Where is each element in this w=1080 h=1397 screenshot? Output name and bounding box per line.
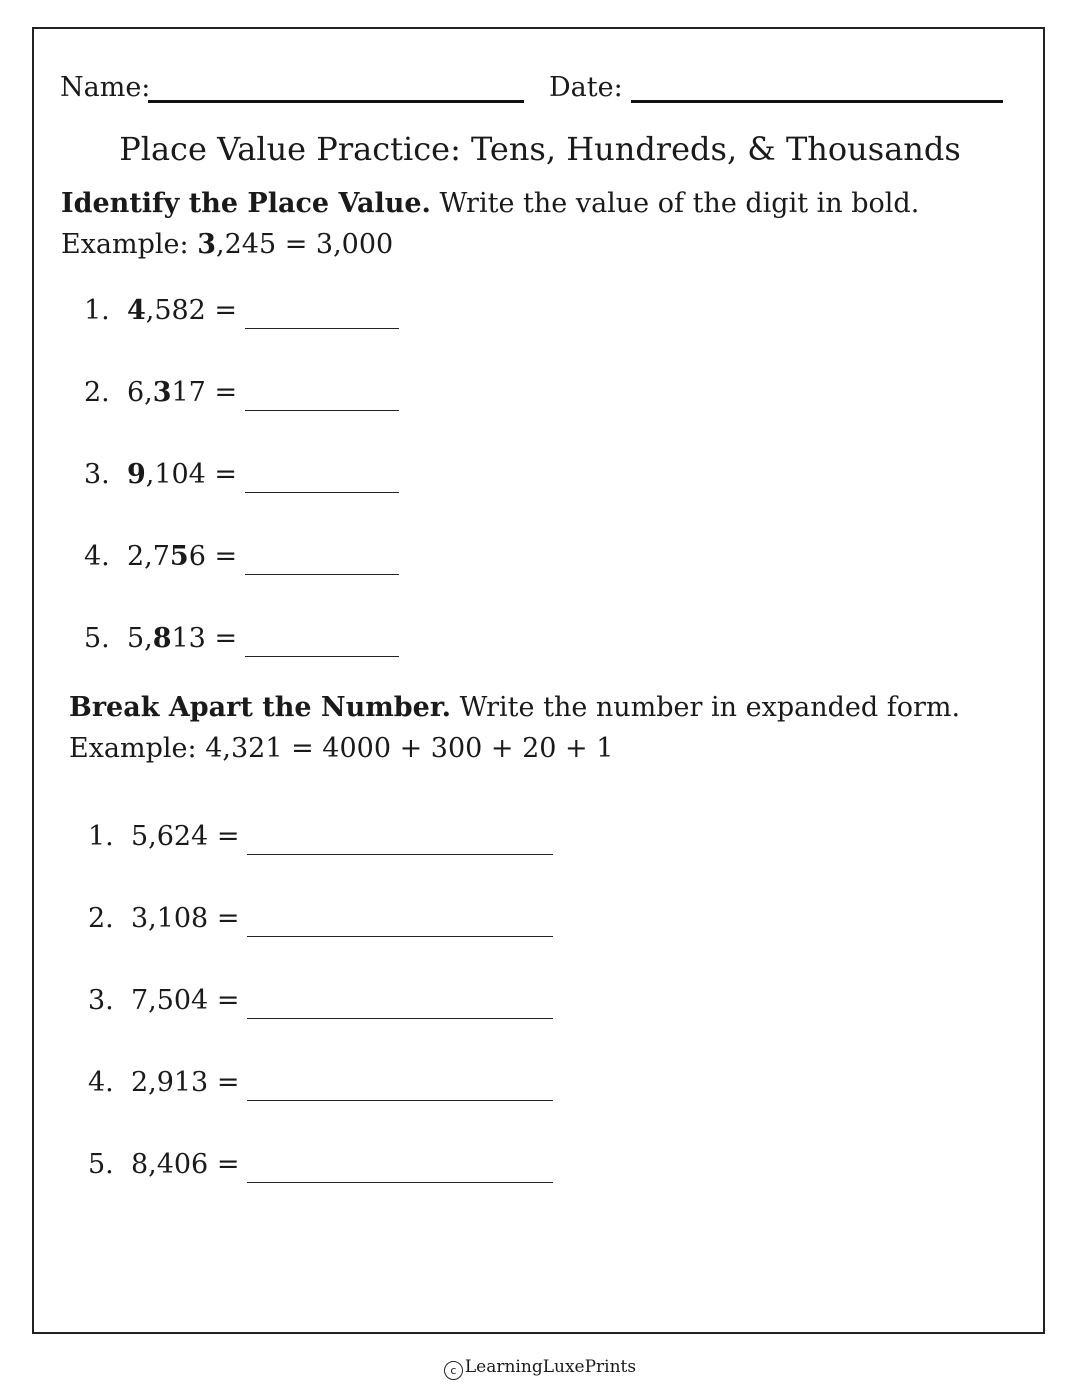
section1-item-5 [84,621,399,657]
item-digits-before: 6, [126,377,153,408]
answer-blank[interactable] [247,824,553,855]
item-number: 3. [84,459,110,490]
answer-blank[interactable] [245,462,399,493]
section1-item-3 [84,457,399,493]
section2-item-2 [88,901,553,937]
item-digits-before: 5, [126,623,153,654]
item-number: 1. [88,821,114,852]
section1-instruction [61,183,919,225]
section1-item-4 [84,539,399,575]
answer-blank[interactable] [245,544,399,575]
item-bold-digit: 4 [126,295,146,326]
item-number-text: 3,108 = [130,903,240,934]
section2-item-3 [88,983,553,1019]
section2-example: Example: 4,321 = 4000 + 300 + 20 + 1 [69,733,614,764]
item-number: 2. [88,903,114,934]
section1-example [61,224,393,266]
section1-instruction-text: Write the value of the digit in bold. [430,188,920,219]
date-field-line[interactable] [631,100,1003,103]
answer-blank[interactable] [245,380,399,411]
section1-item-2 [84,375,399,411]
name-label: Name: [60,72,151,103]
item-number: 5. [88,1149,114,1180]
item-digits-before: 2,7 [126,541,170,572]
answer-blank[interactable] [245,626,399,657]
section2-instruction [69,687,960,729]
footer-brand: LearningLuxePrints [464,1357,637,1377]
item-number-text: 5,624 = [130,821,240,852]
section1-item-1 [84,293,399,329]
date-label: Date: [549,72,623,103]
answer-blank[interactable] [247,1070,553,1101]
item-number-text: 8,406 = [130,1149,240,1180]
answer-blank[interactable] [245,298,399,329]
item-bold-digit: 9 [126,459,146,490]
answer-blank[interactable] [247,1152,553,1183]
item-number-text: 7,504 = [130,985,240,1016]
section2-item-5 [88,1147,553,1183]
item-digits-after: ,582 = [145,295,238,326]
item-number: 4. [84,541,110,572]
copyright-icon: c [444,1361,463,1380]
item-digits-after: 17 = [171,377,238,408]
item-number: 5. [84,623,110,654]
example-bold-digit: 3 [197,229,217,260]
item-digits-after: 6 = [188,541,238,572]
section2-item-4 [88,1065,553,1101]
item-bold-digit: 8 [152,623,172,654]
item-bold-digit: 5 [169,541,189,572]
footer-copyright [0,1355,1080,1380]
example-prefix: Example: [61,229,198,260]
item-digits-after: ,104 = [145,459,238,490]
section2-item-1 [88,819,553,855]
item-number: 2. [84,377,110,408]
item-number: 1. [84,295,110,326]
example-rest: ,245 = 3,000 [216,229,394,260]
section2-heading: Break Apart the Number. [69,692,452,723]
item-number: 4. [88,1067,114,1098]
worksheet-title: Place Value Practice: Tens, Hundreds, & Thousands [119,130,961,168]
item-number-text: 2,913 = [130,1067,240,1098]
section2-instruction-text: Write the number in expanded form. [451,692,961,723]
section1-heading: Identify the Place Value. [61,188,431,219]
answer-blank[interactable] [247,906,553,937]
answer-blank[interactable] [247,988,553,1019]
item-digits-after: 13 = [171,623,238,654]
name-field-line[interactable] [148,100,524,103]
item-bold-digit: 3 [152,377,172,408]
item-number: 3. [88,985,114,1016]
